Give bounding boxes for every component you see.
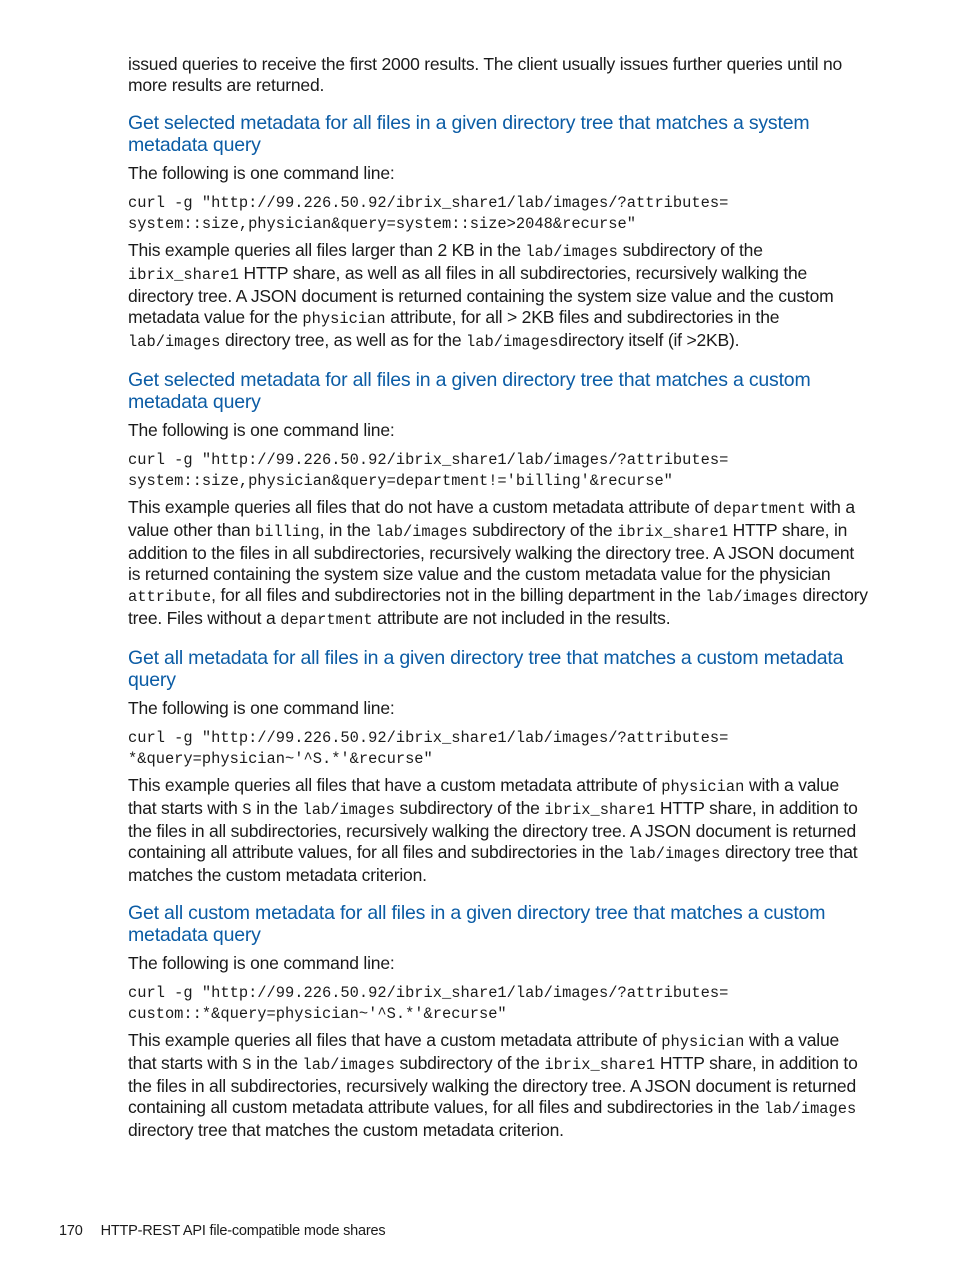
command-intro: The following is one command line: <box>128 698 395 718</box>
section-custom-metadata-query <box>128 370 870 631</box>
command-line-1: curl -g "http://99.226.50.92/ibrix_share1/lab/images/?attributes= <box>128 984 729 1002</box>
command-line-2: system::size,physician&query=system::size>2048&recurse" <box>128 215 636 233</box>
command-line-2: system::size,physician&query=department!='billing'&recurse" <box>128 472 673 490</box>
section-heading: Get all metadata for all files in a given directory tree that matches a custom metadata query <box>128 647 844 691</box>
section-heading: Get all custom metadata for all files in a given directory tree that matches a custom metadata query <box>128 902 826 946</box>
continued-paragraph: issued queries to receive the first 2000 results. The client usually issues further queries until no more results are returned. <box>128 54 843 95</box>
section-heading: Get selected metadata for all files in a given directory tree that matches a custom metadata query <box>128 369 811 413</box>
section-all-custom-metadata-query <box>128 903 870 1141</box>
command-intro: The following is one command line: <box>128 420 395 440</box>
example-description: This example queries all files that do not have a custom metadata attribute of department with a value other than billing, in the lab/images subdirectory of the ibrix_share1 HTTP share, in addition to the files in all subdirectories, recursively walking the directory tree. A JSON document is returned containing the system size value and the custom metadata value for the physician attribute, for all files and subdirectories not in the billing department in the lab/images directory tree. Files without a department attribute are not included in the results. <box>128 497 868 629</box>
command-line-1: curl -g "http://99.226.50.92/ibrix_share1/lab/images/?attributes= <box>128 729 729 747</box>
example-description: This example queries all files that have a custom metadata attribute of physician with a value that starts with S in the lab/images subdirectory of the ibrix_share1 HTTP share, in addition to the files in all subdirectories, recursively walking the directory tree. A JSON document is returned containing all custom metadata attribute values, for all files and subdirectories in the lab/images directory tree that matches the custom metadata criterion. <box>128 1030 858 1140</box>
section-all-metadata-query <box>128 648 870 886</box>
example-description: This example queries all files larger than 2 KB in the lab/images subdirectory of the ibrix_share1 HTTP share, as well as all files in all subdirectories, recursively walking the directory tree. A JSON document is returned containing the system size value and the custom metadata value for the physician attribute, for all > 2KB files and subdirectories in the lab/images directory tree, as well as for the lab/imagesdirectory itself (if >2KB). <box>128 240 834 351</box>
page-content <box>128 54 870 1141</box>
page-number: 170 <box>59 1223 83 1239</box>
command-line-2: *&query=physician~'^S.*'&recurse" <box>128 750 433 768</box>
command-line <box>128 983 870 1025</box>
command-line-1: curl -g "http://99.226.50.92/ibrix_share1/lab/images/?attributes= <box>128 194 729 212</box>
page-footer <box>59 1222 385 1240</box>
command-line-2: custom::*&query=physician~'^S.*'&recurse" <box>128 1005 507 1023</box>
footer-title: HTTP-REST API file-compatible mode shares <box>100 1223 386 1239</box>
section-heading: Get selected metadata for all files in a given directory tree that matches a system metadata query <box>128 112 810 156</box>
command-line <box>128 728 870 770</box>
command-intro: The following is one command line: <box>128 953 395 973</box>
command-line <box>128 193 870 235</box>
command-line <box>128 450 870 492</box>
example-description: This example queries all files that have a custom metadata attribute of physician with a value that starts with S in the lab/images subdirectory of the ibrix_share1 HTTP share, in addition to the files in all subdirectories, recursively walking the directory tree. A JSON document is returned containing all attribute values, for all files and subdirectories in the lab/images directory tree that matches the custom metadata criterion. <box>128 775 858 885</box>
section-system-metadata-query <box>128 113 870 353</box>
command-intro: The following is one command line: <box>128 163 395 183</box>
command-line-1: curl -g "http://99.226.50.92/ibrix_share1/lab/images/?attributes= <box>128 451 729 469</box>
